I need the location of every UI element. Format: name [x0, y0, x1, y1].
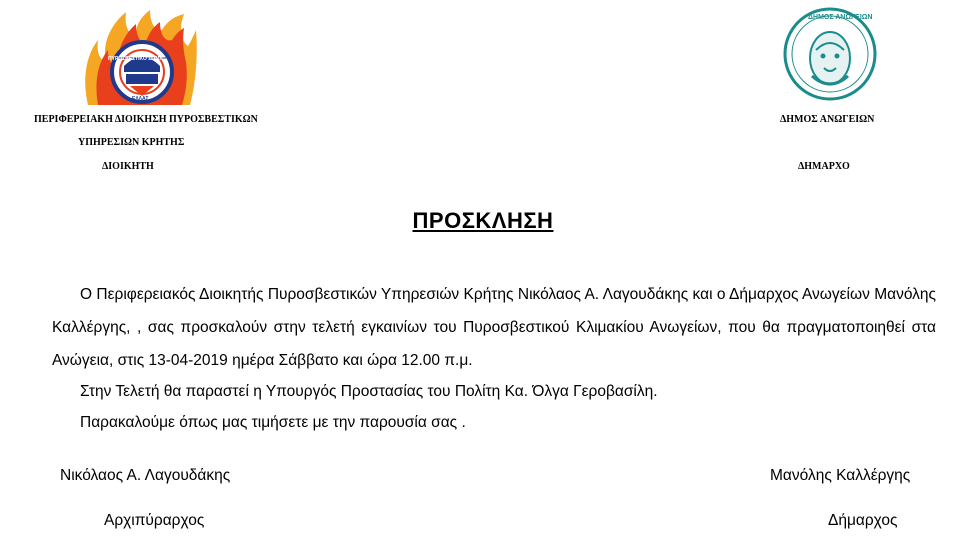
- fire-logo-text-top: ΠΥΡΟΣΒΕΣΤΙΚΟ ΣΩΜΑ: [108, 56, 164, 62]
- municipality-logo-text: ΔΗΜΟΣ ΑΝΩΓΕΙΩΝ: [808, 14, 873, 21]
- signature-right-title: Δήμαρχος: [828, 512, 898, 529]
- fire-service-logo: [80, 10, 198, 110]
- document-title: ΠΡΟΣΚΛΗΣΗ: [412, 208, 554, 233]
- left-header-line2: ΥΠΗΡΕΣΙΩΝ ΚΡΗΤΗΣ: [78, 137, 185, 148]
- body-paragraph-1: Ο Περιφερειακός Διοικητής Πυροσβεστικών Υπηρεσιών Κρήτης Νικόλαος Α. Λαγουδάκης και ο Δήμαρχος Ανωγείων Μανόλης Καλλέργης, , σας προσκαλούν στην τελετή εγκαινίων του Πυροσβεστικού Κλιμακίου Ανωγείων, που θα πραγματοποιηθεί στα Ανώγεια, στις 13-04-2019 ημέρα Σάββατο και ώρα 12.00 π.μ.: [52, 286, 936, 369]
- body-paragraph-3: Παρακαλούμε όπως μας τιμήσετε με την παρουσία σας .: [80, 414, 466, 431]
- right-header-line2: ΔΗΜΑΡΧΟ: [798, 161, 850, 172]
- signature-right-name: Μανόλης Καλλέργης: [770, 467, 911, 484]
- fire-logo-text-bottom: ΕΛΛΑΣ: [132, 96, 149, 102]
- left-header-line3: ΔΙΟΙΚΗΤΗ: [102, 161, 154, 172]
- signature-left-title: Αρχιπύραρχος: [104, 512, 205, 529]
- body-paragraph-2: Στην Τελετή θα παραστεί η Υπουργός Προστασίας του Πολίτη Κα. Όλγα Γεροβασίλη.: [80, 383, 658, 400]
- signature-left-name: Νικόλαος Α. Λαγουδάκης: [60, 467, 231, 484]
- municipality-logo: [782, 6, 878, 102]
- left-header-line1: ΠΕΡΙΦΕΡΕΙΑΚΗ ΔΙΟΙΚΗΣΗ ΠΥΡΟΣΒΕΣΤΙΚΩΝ: [34, 114, 258, 125]
- right-header-line1: ΔΗΜΟΣ ΑΝΩΓΕΙΩΝ: [780, 114, 875, 125]
